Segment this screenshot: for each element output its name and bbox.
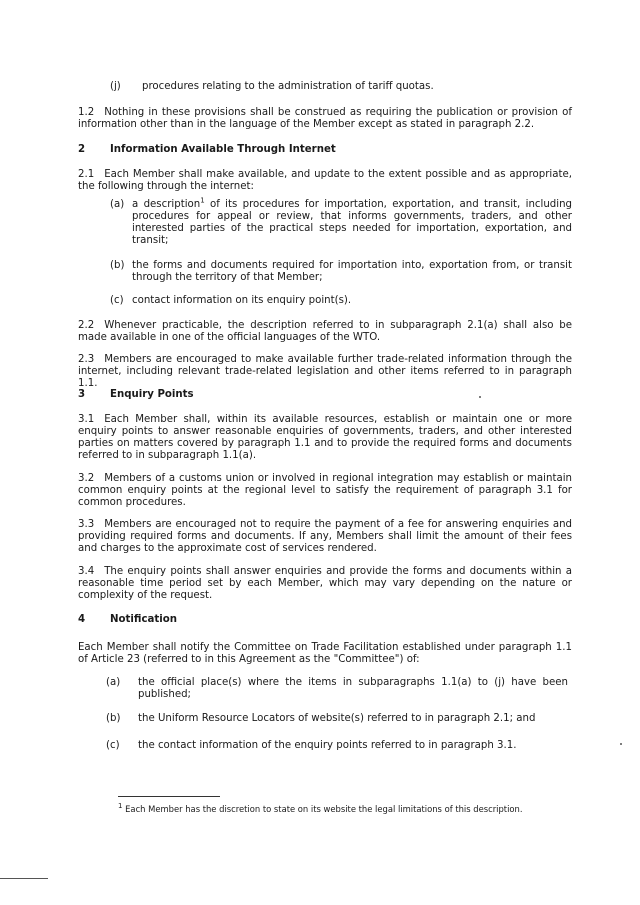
footnote-separator	[118, 796, 220, 797]
scan-speck	[620, 743, 622, 745]
paragraph-2-3	[78, 354, 572, 390]
paragraph-1-2	[78, 107, 572, 131]
item-label: (a)	[106, 677, 121, 688]
paragraph-3-1	[78, 414, 572, 462]
section-title: Enquiry Points	[110, 389, 194, 400]
item-text: the forms and documents required for importation into, exportation from, or transit through the territory of that Member;	[132, 260, 572, 283]
section-number: 2	[78, 144, 86, 155]
paragraph-text: Whenever practicable, the description referred to in subparagraph 2.1(a) shall also be made available in one of the official languages of the WTO.	[78, 320, 572, 343]
paragraph-text: Each Member shall notify the Committee on Trade Facilitation established under paragraph 1.1 of Article 23 (referred to in this Agreement as the "Committee") of:	[78, 642, 572, 665]
item-label: (j)	[110, 81, 121, 92]
list-item-4-c	[106, 740, 568, 752]
list-item-2-1-c	[110, 295, 572, 307]
scan-speck	[479, 396, 481, 398]
paragraph-2-1	[78, 169, 572, 193]
page-edge-mark	[0, 878, 48, 879]
paragraph-4	[78, 642, 572, 666]
footnote-text: Each Member has the discretion to state on its website the legal limitations of this description.	[125, 804, 523, 814]
item-text: contact information on its enquiry point(s).	[132, 295, 352, 306]
item-text: a description$^1$ of its procedures for importation, exportation, and transit, including procedures for appeal or review, that informs governments, traders, and other interested parties of the practical steps needed for importation, exportation, and transit;	[132, 196, 573, 246]
section-heading-2	[78, 144, 336, 156]
item-label: (c)	[110, 295, 124, 306]
paragraph-text: Nothing in these provisions shall be construed as requiring the publication or provision of information other than in the language of the Member except as stated in paragraph 2.2.	[78, 107, 572, 130]
paragraph-number: 2.3	[78, 354, 95, 365]
paragraph-number: 2.2	[78, 320, 95, 331]
section-heading-4	[78, 614, 177, 626]
paragraph-number: 3.3	[78, 519, 95, 530]
paragraph-3-4	[78, 566, 572, 602]
section-title: Notification	[110, 614, 177, 625]
paragraph-2-2	[78, 320, 572, 344]
footnote-number: 1	[118, 802, 123, 811]
list-item-2-1-a	[110, 196, 573, 247]
paragraph-text: The enquiry points shall answer enquiries and provide the forms and documents within a reasonable time period set by each Member, which may vary depending on the nature or complexity of the request.	[78, 566, 572, 601]
item-label: (c)	[106, 740, 120, 751]
paragraph-number: 2.1	[78, 169, 95, 180]
paragraph-text: Members of a customs union or involved in regional integration may establish or maintain common enquiry points at the regional level to satisfy the requirement of paragraph 3.1 for common procedures.	[78, 473, 572, 508]
item-label: (a)	[110, 199, 125, 210]
list-item-4-b	[106, 713, 568, 725]
paragraph-number: 3.1	[78, 414, 95, 425]
paragraph-number: 1.2	[78, 107, 95, 118]
list-item-j	[110, 81, 572, 93]
section-heading-3	[78, 389, 194, 401]
item-text: the Uniform Resource Locators of website(s) referred to in paragraph 2.1; and	[138, 713, 536, 724]
footnote-marker[interactable]: 1	[200, 196, 205, 205]
paragraph-text: Each Member shall, within its available resources, establish or maintain one or more enquiry points to answer reasonable enquiries of governments, traders, and other interested parties on matters covered by paragraph 1.1 and to provide the required forms and documents referred to in subparagraph 1.1(a).	[78, 414, 572, 461]
paragraph-number: 3.2	[78, 473, 95, 484]
paragraph-number: 3.4	[78, 566, 95, 577]
footnote	[118, 804, 558, 814]
item-label: (b)	[106, 713, 121, 724]
list-item-4-a	[106, 677, 568, 701]
paragraph-text: Each Member shall make available, and update to the extent possible and as appropriate, the following through the internet:	[78, 169, 572, 192]
section-title: Information Available Through Internet	[110, 144, 336, 155]
paragraph-text: Members are encouraged not to require the payment of a fee for answering enquiries and providing required forms and documents. If any, Members shall limit the amount of their fees and charges to the approximate cost of services rendered.	[78, 519, 572, 554]
paragraph-text: Members are encouraged to make available further trade-related information through the internet, including relevant trade-related legislation and other items referred to in paragraph 1.1.	[78, 354, 572, 389]
item-text: the official place(s) where the items in subparagraphs 1.1(a) to (j) have been published;	[138, 677, 568, 700]
section-number: 4	[78, 614, 86, 625]
item-text: procedures relating to the administration of tariff quotas.	[142, 81, 434, 92]
list-item-2-1-b	[110, 260, 572, 284]
paragraph-3-3	[78, 519, 572, 555]
item-label: (b)	[110, 260, 125, 271]
paragraph-3-2	[78, 473, 572, 509]
section-number: 3	[78, 389, 86, 400]
item-text: the contact information of the enquiry points referred to in paragraph 3.1.	[138, 740, 517, 751]
